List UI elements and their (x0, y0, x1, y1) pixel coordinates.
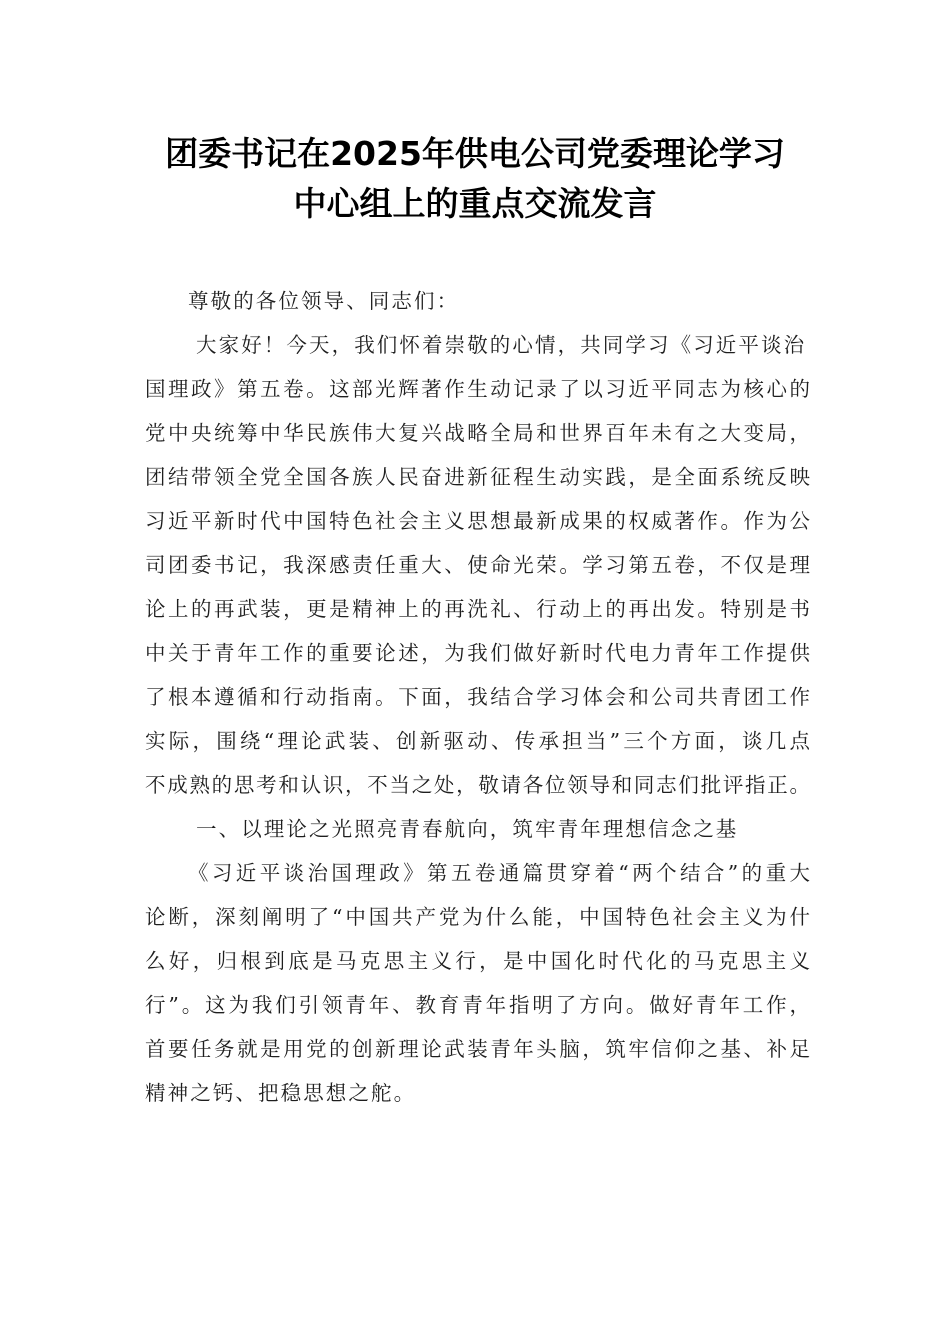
paragraph-line: 中关于青年工作的重要论述，为我们做好新时代电力青年工作提供 (145, 641, 810, 665)
paragraph-line: 党中央统筹中华民族伟大复兴战略全局和世界百年未有之大变局， (145, 421, 810, 445)
section-heading-1: 一、以理论之光照亮青春航向，筑牢青年理想信念之基 (196, 817, 739, 841)
paragraph-line: 国理政》第五卷。这部光辉著作生动记录了以习近平同志为核心的 (145, 377, 810, 401)
paragraph-line: 不成熟的思考和认识，不当之处，敬请各位领导和同志们批评指正。 (145, 773, 810, 797)
paragraph-line: 论断，深刻阐明了“中国共产党为什么能，中国特色社会主义为什 (145, 905, 810, 929)
document-title-line-2: 中心组上的重点交流发言 (293, 184, 657, 223)
paragraph-line: 司团委书记，我深感责任重大、使命光荣。学习第五卷，不仅是理 (145, 553, 810, 577)
paragraph-line: 行”。这为我们引领青年、教育青年指明了方向。做好青年工作， (145, 993, 810, 1017)
paragraph-line: 了根本遵循和行动指南。下面，我结合学习体会和公司共青团工作 (145, 685, 810, 709)
paragraph-line: 《习近平谈治国理政》第五卷通篇贯穿着“两个结合”的重大 (188, 861, 810, 885)
paragraph-line: 首要任务就是用党的创新理论武装青年头脑，筑牢信仰之基、补足 (145, 1037, 810, 1061)
paragraph-line: 大家好！今天，我们怀着崇敬的心情，共同学习《习近平谈治 (196, 333, 807, 357)
paragraph-line: 么好，归根到底是马克思主义行，是中国化时代化的马克思主义 (145, 949, 810, 973)
paragraph-line: 团结带领全党全国各族人民奋进新征程生动实践，是全面系统反映 (145, 465, 810, 489)
paragraph-line: 精神之钙、把稳思想之舵。 (145, 1081, 417, 1105)
document-title-line-1: 团委书记在2025年供电公司党委理论学习 (165, 134, 785, 173)
paragraph-line: 论上的再武装，更是精神上的再洗礼、行动上的再出发。特别是书 (145, 597, 810, 621)
paragraph-line: 实际，围绕“理论武装、创新驱动、传承担当”三个方面，谈几点 (145, 729, 810, 753)
salutation: 尊敬的各位领导、同志们： (188, 289, 460, 313)
paragraph-line: 习近平新时代中国特色社会主义思想最新成果的权威著作。作为公 (145, 509, 810, 533)
